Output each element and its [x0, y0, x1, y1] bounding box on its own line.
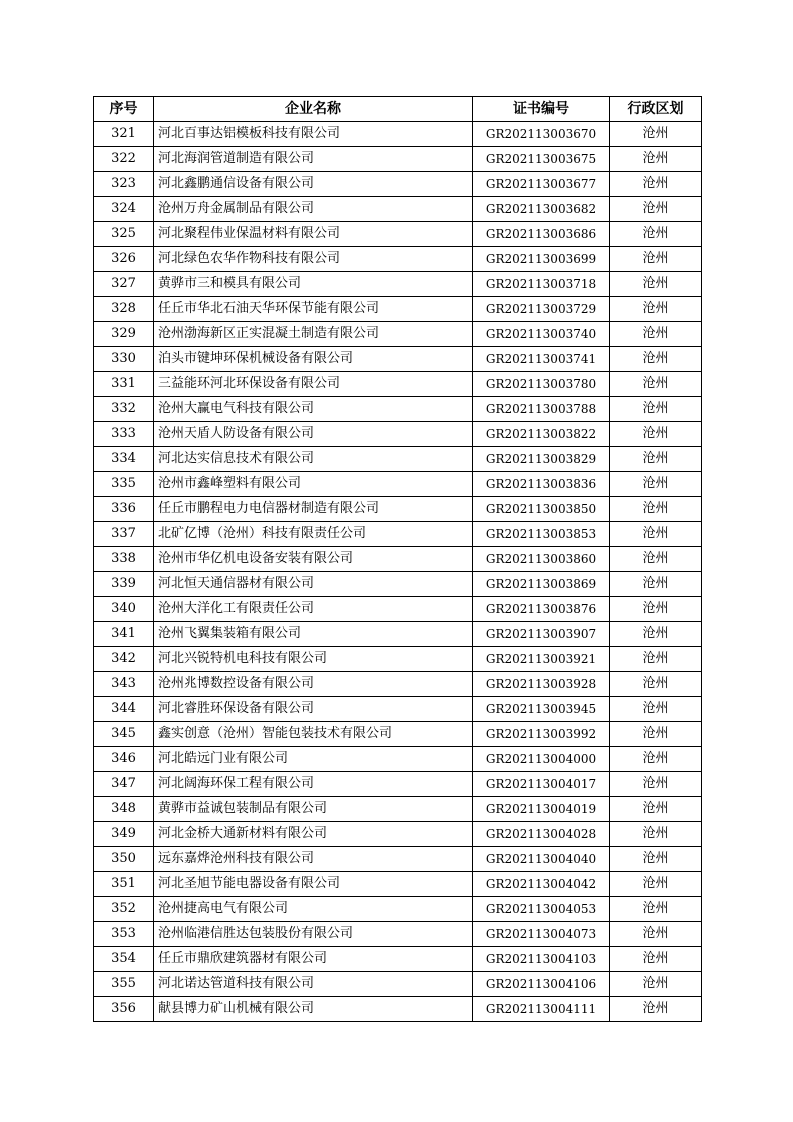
cell-enterprise-name: 鑫实创意（沧州）智能包装技术有限公司 — [154, 722, 473, 747]
cell-administrative-region: 沧州 — [610, 372, 702, 397]
cell-administrative-region: 沧州 — [610, 797, 702, 822]
cell-administrative-region: 沧州 — [610, 422, 702, 447]
table-row — [94, 822, 702, 847]
cell-enterprise-name: 沧州捷高电气有限公司 — [154, 897, 473, 922]
cell-administrative-region: 沧州 — [610, 822, 702, 847]
table-row — [94, 197, 702, 222]
cell-enterprise-name: 沧州兆博数控设备有限公司 — [154, 672, 473, 697]
cell-serial-number: 346 — [94, 747, 154, 772]
cell-serial-number: 339 — [94, 572, 154, 597]
cell-enterprise-name: 河北海润管道制造有限公司 — [154, 147, 473, 172]
cell-serial-number: 324 — [94, 197, 154, 222]
cell-enterprise-name: 河北圣旭节能电器设备有限公司 — [154, 872, 473, 897]
cell-enterprise-name: 黄骅市益诚包装制品有限公司 — [154, 797, 473, 822]
cell-enterprise-name: 沧州市鑫峰塑料有限公司 — [154, 472, 473, 497]
cell-enterprise-name: 河北兴锐特机电科技有限公司 — [154, 647, 473, 672]
cell-enterprise-name: 河北鑫鹏通信设备有限公司 — [154, 172, 473, 197]
cell-serial-number: 351 — [94, 872, 154, 897]
cell-administrative-region: 沧州 — [610, 747, 702, 772]
table-row — [94, 297, 702, 322]
table-body — [94, 122, 702, 1022]
cell-enterprise-name: 献县博力矿山机械有限公司 — [154, 997, 473, 1022]
table-row — [94, 547, 702, 572]
table-row — [94, 772, 702, 797]
cell-serial-number: 352 — [94, 897, 154, 922]
cell-certificate-number: GR202113003788 — [473, 397, 610, 422]
cell-serial-number: 347 — [94, 772, 154, 797]
cell-administrative-region: 沧州 — [610, 647, 702, 672]
cell-serial-number: 323 — [94, 172, 154, 197]
cell-certificate-number: GR202113003921 — [473, 647, 610, 672]
enterprise-table — [93, 96, 702, 1022]
cell-serial-number: 337 — [94, 522, 154, 547]
cell-administrative-region: 沧州 — [610, 172, 702, 197]
cell-certificate-number: GR202113003907 — [473, 622, 610, 647]
table-row — [94, 972, 702, 997]
cell-certificate-number: GR202113003780 — [473, 372, 610, 397]
cell-administrative-region: 沧州 — [610, 347, 702, 372]
cell-enterprise-name: 沧州大赢电气科技有限公司 — [154, 397, 473, 422]
cell-enterprise-name: 河北诺达管道科技有限公司 — [154, 972, 473, 997]
cell-administrative-region: 沧州 — [610, 247, 702, 272]
cell-administrative-region: 沧州 — [610, 622, 702, 647]
cell-certificate-number: GR202113004111 — [473, 997, 610, 1022]
cell-certificate-number: GR202113003741 — [473, 347, 610, 372]
table-row — [94, 922, 702, 947]
cell-administrative-region: 沧州 — [610, 672, 702, 697]
cell-administrative-region: 沧州 — [610, 322, 702, 347]
cell-enterprise-name: 河北恒天通信器材有限公司 — [154, 572, 473, 597]
table-row — [94, 947, 702, 972]
cell-enterprise-name: 河北睿胜环保设备有限公司 — [154, 697, 473, 722]
cell-certificate-number: GR202113003686 — [473, 222, 610, 247]
cell-serial-number: 336 — [94, 497, 154, 522]
table-row — [94, 322, 702, 347]
cell-serial-number: 340 — [94, 597, 154, 622]
cell-administrative-region: 沧州 — [610, 772, 702, 797]
table-row — [94, 522, 702, 547]
cell-certificate-number: GR202113004017 — [473, 772, 610, 797]
cell-certificate-number: GR202113003729 — [473, 297, 610, 322]
cell-certificate-number: GR202113003670 — [473, 122, 610, 147]
cell-enterprise-name: 河北绿色农华作物科技有限公司 — [154, 247, 473, 272]
table-row — [94, 722, 702, 747]
cell-administrative-region: 沧州 — [610, 272, 702, 297]
table-row — [94, 672, 702, 697]
table-row — [94, 147, 702, 172]
cell-administrative-region: 沧州 — [610, 522, 702, 547]
cell-enterprise-name: 沧州万舟金属制品有限公司 — [154, 197, 473, 222]
cell-serial-number: 321 — [94, 122, 154, 147]
cell-certificate-number: GR202113004042 — [473, 872, 610, 897]
header-serial-number: 序号 — [94, 97, 154, 122]
cell-certificate-number: GR202113004106 — [473, 972, 610, 997]
table-row — [94, 372, 702, 397]
cell-serial-number: 355 — [94, 972, 154, 997]
cell-certificate-number: GR202113004053 — [473, 897, 610, 922]
cell-serial-number: 344 — [94, 697, 154, 722]
header-administrative-region: 行政区划 — [610, 97, 702, 122]
cell-serial-number: 341 — [94, 622, 154, 647]
cell-enterprise-name: 黄骅市三和模具有限公司 — [154, 272, 473, 297]
cell-certificate-number: GR202113003718 — [473, 272, 610, 297]
cell-certificate-number: GR202113003740 — [473, 322, 610, 347]
cell-administrative-region: 沧州 — [610, 472, 702, 497]
table-row — [94, 897, 702, 922]
cell-enterprise-name: 沧州市华亿机电设备安装有限公司 — [154, 547, 473, 572]
cell-serial-number: 349 — [94, 822, 154, 847]
cell-certificate-number: GR202113003928 — [473, 672, 610, 697]
cell-administrative-region: 沧州 — [610, 722, 702, 747]
cell-enterprise-name: 河北阔海环保工程有限公司 — [154, 772, 473, 797]
cell-certificate-number: GR202113003945 — [473, 697, 610, 722]
cell-administrative-region: 沧州 — [610, 847, 702, 872]
cell-enterprise-name: 三益能环河北环保设备有限公司 — [154, 372, 473, 397]
table-row — [94, 647, 702, 672]
cell-certificate-number: GR202113003822 — [473, 422, 610, 447]
table-row — [94, 797, 702, 822]
cell-certificate-number: GR202113003682 — [473, 197, 610, 222]
cell-administrative-region: 沧州 — [610, 547, 702, 572]
cell-serial-number: 338 — [94, 547, 154, 572]
cell-serial-number: 335 — [94, 472, 154, 497]
table-row — [94, 247, 702, 272]
cell-serial-number: 334 — [94, 447, 154, 472]
cell-serial-number: 327 — [94, 272, 154, 297]
table-row — [94, 697, 702, 722]
cell-enterprise-name: 沧州天盾人防设备有限公司 — [154, 422, 473, 447]
cell-administrative-region: 沧州 — [610, 572, 702, 597]
cell-enterprise-name: 沧州飞翼集装箱有限公司 — [154, 622, 473, 647]
cell-administrative-region: 沧州 — [610, 447, 702, 472]
cell-serial-number: 342 — [94, 647, 154, 672]
cell-serial-number: 331 — [94, 372, 154, 397]
table-row — [94, 222, 702, 247]
cell-serial-number: 353 — [94, 922, 154, 947]
cell-administrative-region: 沧州 — [610, 147, 702, 172]
table-row — [94, 172, 702, 197]
table-row — [94, 597, 702, 622]
table-header-row — [94, 97, 702, 122]
cell-enterprise-name: 任丘市鹏程电力电信器材制造有限公司 — [154, 497, 473, 522]
cell-administrative-region: 沧州 — [610, 297, 702, 322]
cell-serial-number: 356 — [94, 997, 154, 1022]
cell-certificate-number: GR202113003836 — [473, 472, 610, 497]
cell-serial-number: 345 — [94, 722, 154, 747]
cell-serial-number: 350 — [94, 847, 154, 872]
table-row — [94, 422, 702, 447]
cell-serial-number: 326 — [94, 247, 154, 272]
table-row — [94, 622, 702, 647]
cell-certificate-number: GR202113004103 — [473, 947, 610, 972]
cell-certificate-number: GR202113003677 — [473, 172, 610, 197]
table-row — [94, 272, 702, 297]
cell-enterprise-name: 任丘市华北石油天华环保节能有限公司 — [154, 297, 473, 322]
cell-administrative-region: 沧州 — [610, 947, 702, 972]
header-certificate-number: 证书编号 — [473, 97, 610, 122]
cell-serial-number: 330 — [94, 347, 154, 372]
cell-administrative-region: 沧州 — [610, 397, 702, 422]
cell-administrative-region: 沧州 — [610, 972, 702, 997]
cell-administrative-region: 沧州 — [610, 497, 702, 522]
cell-serial-number: 329 — [94, 322, 154, 347]
table-row — [94, 997, 702, 1022]
cell-certificate-number: GR202113003853 — [473, 522, 610, 547]
cell-enterprise-name: 河北百事达铝模板科技有限公司 — [154, 122, 473, 147]
cell-certificate-number: GR202113003829 — [473, 447, 610, 472]
cell-enterprise-name: 河北达实信息技术有限公司 — [154, 447, 473, 472]
cell-enterprise-name: 北矿亿博（沧州）科技有限责任公司 — [154, 522, 473, 547]
table-row — [94, 747, 702, 772]
cell-administrative-region: 沧州 — [610, 897, 702, 922]
cell-certificate-number: GR202113003876 — [473, 597, 610, 622]
cell-serial-number: 325 — [94, 222, 154, 247]
cell-enterprise-name: 河北聚程伟业保温材料有限公司 — [154, 222, 473, 247]
table-row — [94, 497, 702, 522]
cell-administrative-region: 沧州 — [610, 597, 702, 622]
table-row — [94, 872, 702, 897]
cell-enterprise-name: 泊头市键坤环保机械设备有限公司 — [154, 347, 473, 372]
cell-administrative-region: 沧州 — [610, 922, 702, 947]
cell-administrative-region: 沧州 — [610, 697, 702, 722]
table-row — [94, 847, 702, 872]
cell-certificate-number: GR202113004028 — [473, 822, 610, 847]
cell-certificate-number: GR202113003675 — [473, 147, 610, 172]
table-row — [94, 122, 702, 147]
table-row — [94, 572, 702, 597]
cell-certificate-number: GR202113004040 — [473, 847, 610, 872]
table-row — [94, 397, 702, 422]
cell-administrative-region: 沧州 — [610, 222, 702, 247]
cell-administrative-region: 沧州 — [610, 122, 702, 147]
cell-enterprise-name: 远东嘉烨沧州科技有限公司 — [154, 847, 473, 872]
table-row — [94, 447, 702, 472]
table-row — [94, 472, 702, 497]
cell-certificate-number: GR202113003869 — [473, 572, 610, 597]
header-enterprise-name: 企业名称 — [154, 97, 473, 122]
cell-serial-number: 348 — [94, 797, 154, 822]
cell-enterprise-name: 河北金桥大通新材料有限公司 — [154, 822, 473, 847]
cell-serial-number: 333 — [94, 422, 154, 447]
cell-enterprise-name: 沧州临港信胜达包装股份有限公司 — [154, 922, 473, 947]
cell-enterprise-name: 河北皓远门业有限公司 — [154, 747, 473, 772]
cell-certificate-number: GR202113004019 — [473, 797, 610, 822]
cell-serial-number: 354 — [94, 947, 154, 972]
cell-enterprise-name: 任丘市鼎欣建筑器材有限公司 — [154, 947, 473, 972]
cell-certificate-number: GR202113003850 — [473, 497, 610, 522]
cell-serial-number: 343 — [94, 672, 154, 697]
cell-certificate-number: GR202113004000 — [473, 747, 610, 772]
cell-enterprise-name: 沧州大洋化工有限责任公司 — [154, 597, 473, 622]
cell-certificate-number: GR202113004073 — [473, 922, 610, 947]
cell-administrative-region: 沧州 — [610, 872, 702, 897]
cell-enterprise-name: 沧州渤海新区正实混凝土制造有限公司 — [154, 322, 473, 347]
cell-administrative-region: 沧州 — [610, 197, 702, 222]
cell-administrative-region: 沧州 — [610, 997, 702, 1022]
cell-certificate-number: GR202113003860 — [473, 547, 610, 572]
cell-certificate-number: GR202113003699 — [473, 247, 610, 272]
cell-certificate-number: GR202113003992 — [473, 722, 610, 747]
cell-serial-number: 328 — [94, 297, 154, 322]
cell-serial-number: 322 — [94, 147, 154, 172]
table-row — [94, 347, 702, 372]
cell-serial-number: 332 — [94, 397, 154, 422]
